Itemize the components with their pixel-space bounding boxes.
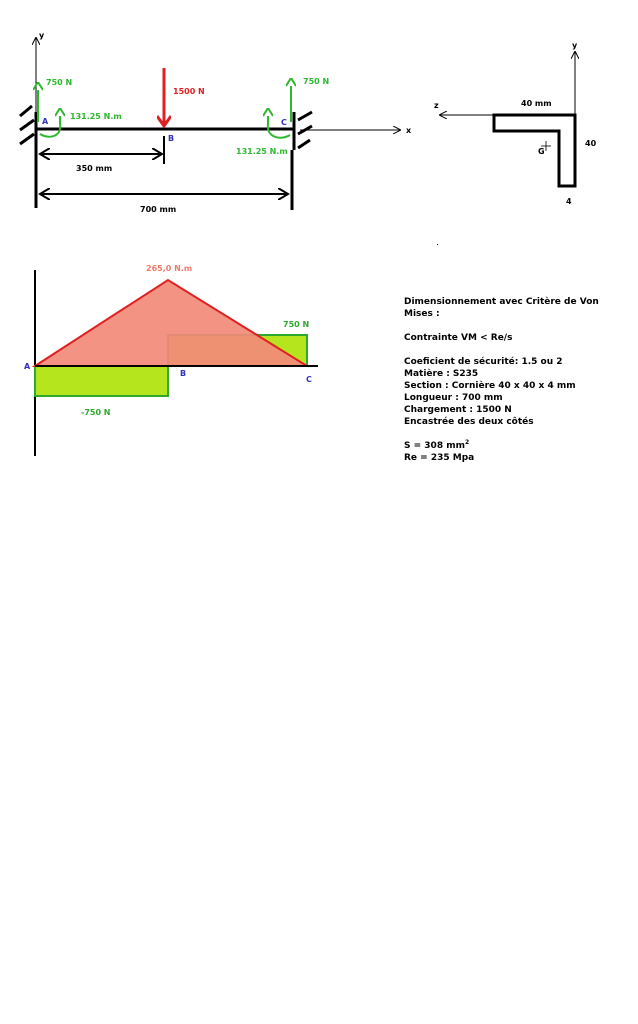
notes-support: Encastrée des deux côtés [404,417,534,427]
notes-title: Dimensionnement avec Critère de Von Mises : [404,297,599,319]
point-b-label: B [168,134,175,143]
x-axis-label: x [406,126,412,135]
stray-dot [437,244,438,245]
point-c-label: C [281,118,287,127]
notes-spacer-1 [404,320,604,332]
notes-material: Matière : S235 [404,369,479,379]
centroid-label: G [538,147,545,156]
section-width-label: 40 mm [521,99,552,108]
notes-yield-strength: Re = 235 Mpa [404,453,475,463]
diagram-point-c-label: C [306,375,312,384]
beam-schematic [20,31,412,214]
dim-full-label: 700 mm [140,205,177,214]
section-y-label: y [572,41,578,50]
section-z-label: z [434,101,439,110]
reaction-c-label: 750 N [303,77,330,86]
cross-section [434,41,597,245]
shear-negative-area [35,366,168,396]
notes-area [404,440,604,452]
section-thickness-label: 4 [566,197,572,206]
shear-positive-label: 750 N [283,320,310,329]
reaction-a-label: 750 N [46,78,73,87]
section-height-label: 40 [585,139,597,148]
internal-forces-diagram [24,264,318,456]
notes-load: Chargement : 1500 N [404,405,512,415]
load-label: 1500 N [173,87,205,96]
dim-half-label: 350 mm [76,164,113,173]
y-axis-label: y [39,31,45,40]
moment-a-label: 131.25 N.m [70,112,122,121]
notes-spacer-3 [404,428,604,440]
angle-section-shape [494,115,575,186]
design-notes [404,296,604,464]
notes-area-exponent: 2 [464,439,470,446]
left-fixed-support [20,106,36,150]
notes-criterion: Contrainte VM < Re/s [404,333,513,343]
notes-length: Longueur : 700 mm [404,393,503,403]
shear-negative-label: -750 N [81,408,111,417]
notes-spacer-2 [404,344,604,356]
right-fixed-support [294,112,312,150]
moment-area [35,280,310,366]
notes-area-value: S = 308 mm [404,441,465,451]
moment-max-label: 265,0 N.m [146,264,193,273]
notes-safety-factor: Coeficient de sécurité: 1.5 ou 2 [404,357,563,367]
diagram-point-b-label: B [180,369,187,378]
moment-c-label: 131.25 N.m [236,147,288,156]
diagram-point-a-label: A [24,362,31,371]
point-a-label: A [42,117,49,126]
notes-section: Section : Cornière 40 x 40 x 4 mm [404,381,576,391]
